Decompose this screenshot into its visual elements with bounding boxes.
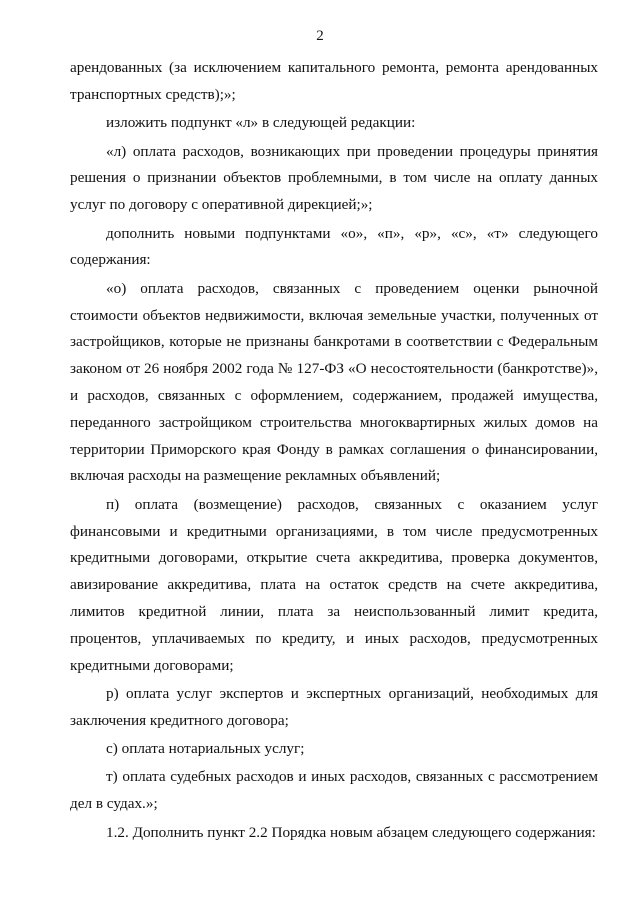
paragraph: п) оплата (возмещение) расходов, связанных с оказанием услуг финансовыми и кредитными организациями, в том числе предусмотренных кредитными договорами, открытие счета аккредитива, проверка документов, авизирование аккредитива, плата на остаток средств на счете аккредитива, лимитов кредитной линии, плата за неиспользованный лимит кредита, процентов, уплачиваемых по кредиту, и иных расходов, предусмотренных кредитными договорами; (70, 495, 598, 674)
paragraph: с) оплата нотариальных услуг; (106, 740, 305, 758)
paragraph: т) оплата судебных расходов и иных расходов, связанных с рассмотрением дел в судах.»; (70, 768, 598, 813)
paragraph: «л) оплата расходов, возникающих при проведении процедуры принятия решения о признании объектов проблемными, в том числе на оплату данных услуг по договору с оперативной дирекцией;»; (70, 142, 598, 214)
paragraph: арендованных (за исключением капитального ремонта, ремонта арендованных транспортных средств);»; (70, 59, 598, 103)
paragraph: изложить подпункт «л» в следующей редакции: (106, 114, 416, 132)
paragraph: дополнить новыми подпунктами «о», «п», «р», «с», «т» следующего содержания: (70, 224, 598, 269)
paragraph: 1.2. Дополнить пункт 2.2 Порядка новым абзацем следующего содержания: (106, 823, 596, 841)
document-body (70, 55, 598, 848)
paragraph: р) оплата услуг экспертов и экспертных организаций, необходимых для заключения кредитного договора; (70, 684, 598, 729)
page-number: 2 (316, 28, 324, 44)
paragraph: «о) оплата расходов, связанных с проведением оценки рыночной стоимости объектов недвижимости, включая земельные участки, полученных от застройщиков, которые не признаны банкротами в соответствии с Федеральным законом от 26 ноября 2002 года № 127-ФЗ «О несостоятельности (банкротстве)», и расходов, связанных с оформлением, содержанием, продажей имущества, переданного застройщиком строительства многоквартирных жилых домов на территории Приморского края Фонду в рамках соглашения о финансировании, включая расходы на размещение рекламных объявлений; (70, 279, 598, 485)
